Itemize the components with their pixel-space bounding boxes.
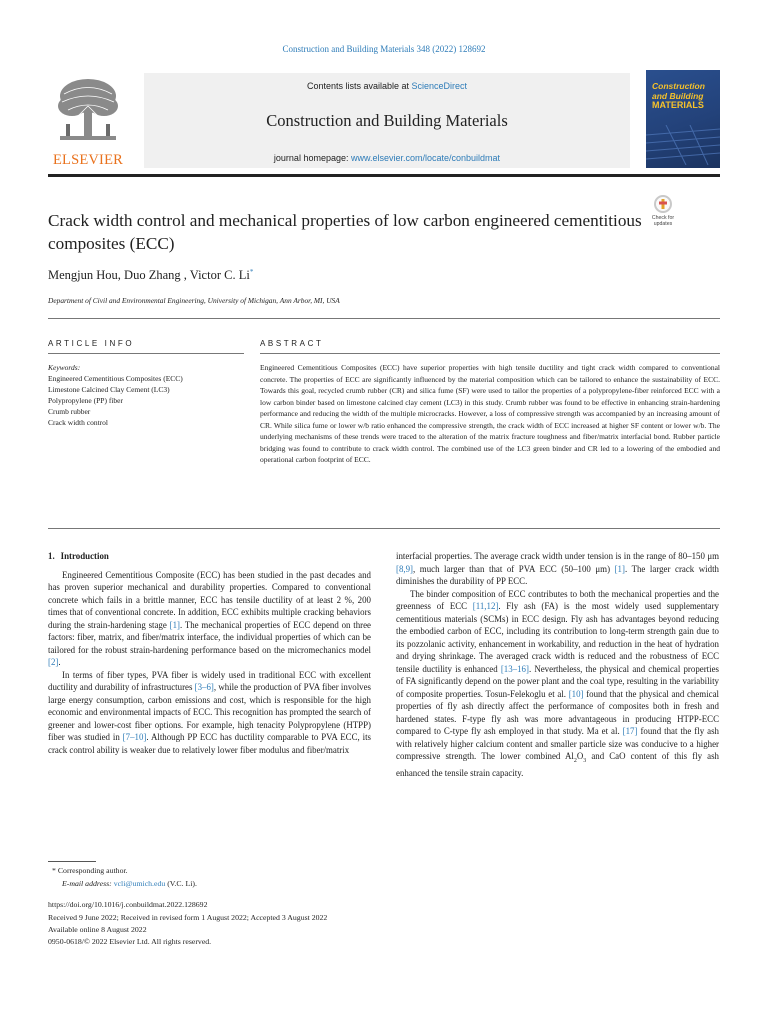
- body-paragraph: [396, 588, 719, 780]
- text-run: and CaO content of this fly ash enhanced the tensile strain capacity.: [396, 751, 719, 779]
- keyword-item: Crack width control: [48, 418, 108, 427]
- body-column-left: [48, 550, 371, 756]
- text-run: O: [576, 751, 584, 761]
- copyright-line: 0950-0618/© 2022 Elsevier Ltd. All rights reserved.: [48, 937, 212, 946]
- text-run: The binder composition of ECC contributes to both the mechanical properties and the greenness of ECC: [396, 588, 719, 611]
- text-run: found that the fly ash with relatively higher calcium content and smaller particle size was conducive to a higher compressive strength. The lower combined Al: [396, 726, 719, 761]
- citation-link[interactable]: [2]: [48, 657, 59, 667]
- journal-banner: [144, 73, 630, 168]
- journal-reference-link[interactable]: Construction and Building Materials 348 (2022) 128692: [282, 44, 486, 54]
- journal-header: [48, 70, 720, 172]
- text-run: found that the physical and chemical properties of fly ash directly affect the performance of composites both in fresh and hardened states. F-type fly ash was more advantageous in producing HTPP-ECC compared to C-type fly ash employed in that study. Ma et al.: [396, 688, 720, 736]
- author-separator: ,: [180, 268, 190, 283]
- abstract-rule: [260, 353, 720, 354]
- author-affiliation: Department of Civil and Environmental Engineering, University of Michigan, Ann Arbor, MI, USA: [48, 296, 340, 305]
- journal-homepage-line: [144, 153, 630, 163]
- elsevier-logo[interactable]: [48, 74, 128, 168]
- text-run: In terms of fiber types, PVA fiber is widely used in traditional ECC with excellent ductility and durability of infrastructures: [48, 669, 371, 692]
- footnote-rule: [48, 861, 96, 862]
- crossmark-icon: [654, 195, 672, 213]
- citation-link[interactable]: [1]: [614, 563, 625, 574]
- body-paragraph: [396, 550, 719, 588]
- title-rule: [48, 318, 720, 319]
- subscript: 3: [583, 757, 587, 764]
- citation-link[interactable]: [3–6]: [194, 682, 214, 692]
- citation-link[interactable]: [11,12]: [472, 601, 499, 611]
- cover-line-1: Construction: [652, 81, 705, 91]
- text-run: . The mechanical properties of ECC depend on three factors: fiber, matrix, and fiber/matrix interface, the individual properties of which can be tailored for the robust strain-hardening performance based on the micromechanics model: [48, 619, 371, 655]
- crossmark-label: [648, 215, 678, 227]
- cover-graphic: [646, 125, 720, 165]
- keyword-item: Polypropylene (PP) fiber: [48, 396, 123, 405]
- article-info-rule: [48, 353, 244, 354]
- journal-cover-thumbnail[interactable]: [646, 70, 720, 168]
- text-run: . The larger crack width diminishes the durability of PP ECC.: [396, 563, 719, 586]
- text-run: . Fly ash (FA) is the most widely used supplementary cementitious materials (SCMs) in ECC design. Fly ash has advantages beyond reducing the embodied carbon of ECC, including its contribution to long-term strength gain due to its pozzolanic activity, enhancement in workability, and reduction in the heat of hydration and drying shrinkage. The averaged crack width is reduced and the robustness of ECC tensile ductility is enhanced: [396, 601, 719, 674]
- citation-link[interactable]: [8,9]: [396, 563, 414, 574]
- article-info-heading: ARTICLE INFO: [48, 339, 135, 348]
- citation-link[interactable]: [7–10]: [122, 732, 147, 742]
- citation-link[interactable]: [1]: [169, 619, 180, 630]
- doi-link[interactable]: https://doi.org/10.1016/j.conbuildmat.2022.128692: [48, 900, 208, 909]
- body-paragraph: [48, 669, 371, 757]
- author-name[interactable]: Duo Zhang: [124, 268, 181, 283]
- online-date: Available online 8 August 2022: [48, 925, 147, 934]
- elsevier-wordmark: ELSEVIER: [52, 152, 124, 168]
- keyword-item: Limestone Calcined Clay Cement (LC3): [48, 385, 170, 394]
- subscript: 2: [573, 757, 577, 764]
- author-separator: ,: [117, 268, 125, 283]
- abstract-heading: ABSTRACT: [260, 339, 324, 348]
- email-label: E-mail address:: [62, 879, 114, 888]
- homepage-prefix: journal homepage:: [273, 153, 351, 163]
- email-suffix: (V.C. Li).: [165, 879, 197, 888]
- text-run: , while the production of PVA fiber involves large energy consumption, carbon emissions and cost, which is responsible for the high economic and environmental impacts of ECC. This recognition has prompted the search of greener and lower-cost fiber options. For example, high tenacity Polypropylene (HTPP) fiber was studied in: [48, 682, 371, 742]
- email-link[interactable]: vcli@umich.edu: [113, 879, 166, 888]
- text-run: .: [58, 657, 61, 667]
- section-number: 1.: [48, 551, 55, 561]
- text-run: . Nevertheless, the physical and chemical properties of FA significantly depend on the power plant and the coal type, resulting in the variability of composite properties. Tosun-Felekoglu et al.: [396, 663, 719, 699]
- keyword-item: Engineered Cementitious Composites (ECC): [48, 374, 183, 383]
- sciencedirect-link[interactable]: ScienceDirect: [411, 81, 468, 91]
- section-title: Introduction: [60, 551, 109, 561]
- contents-prefix: Contents lists available at: [306, 81, 412, 91]
- text-run: Engineered Cementitious Composite (ECC) has been studied in the past decades and has proven superior mechanical and durability properties. Compared to conventional concrete which fails in a brittle manner, ECC has tensile ductility of at least 2 %, 200 times that of conventional concrete. In addition, ECC exhibits multiple cracking behaviors during the strain-hardening stage: [48, 569, 371, 630]
- body-column-right: [396, 550, 719, 780]
- header-rule: [48, 174, 720, 177]
- citation-link[interactable]: [13–16]: [500, 663, 529, 674]
- keywords-label: Keywords:: [48, 363, 81, 372]
- crossmark-label-1: Check for: [651, 215, 675, 221]
- check-for-updates-badge[interactable]: [648, 195, 678, 231]
- text-run: . Although PP ECC has ductility comparable to PVA ECC, its crack control ability is weaker due to relatively lower fiber modulus and fiber/matrix: [48, 732, 371, 755]
- author-list: [48, 268, 253, 283]
- cover-line-2: and Building: [652, 90, 704, 101]
- section-heading: [48, 550, 371, 563]
- author-name[interactable]: Victor C. Li: [189, 268, 250, 283]
- elsevier-tree-icon: [54, 76, 122, 146]
- citation-link[interactable]: [10]: [568, 688, 584, 699]
- received-dates: Received 9 June 2022; Received in revised form 1 August 2022; Accepted 3 August 2022: [48, 913, 328, 922]
- email-note: [62, 879, 197, 888]
- contents-line: [144, 81, 630, 91]
- keyword-item: Crumb rubber: [48, 407, 91, 416]
- cover-line-3: MATERIALS: [652, 100, 704, 110]
- body-paragraph: [48, 569, 371, 669]
- corresponding-author-mark[interactable]: *: [249, 268, 254, 276]
- journal-homepage-link[interactable]: www.elsevier.com/locate/conbuildmat: [350, 153, 501, 163]
- article-title: Crack width control and mechanical properties of low carbon engineered cementitious composites (ECC): [48, 211, 642, 253]
- journal-title: Construction and Building Materials: [266, 111, 508, 130]
- author-name[interactable]: Mengjun Hou: [48, 268, 118, 283]
- corresponding-author-note: * Corresponding author.: [52, 866, 128, 875]
- cover-title: [652, 82, 718, 111]
- text-run: interfacial properties. The average crack width under tension is in the range of 80–150 μm: [396, 551, 719, 561]
- crossmark-label-2: updates: [653, 221, 673, 227]
- text-run: , much larger than that of PVA ECC (50–100 μm): [413, 563, 615, 574]
- abstract-text: Engineered Cementitious Composites (ECC) have superior properties with high tensile ductility and tight crack width compared to conventional concrete. The properties of ECC are significantly influenced by the material composition which can be tailored to enhance the sustainability of ECC. Towards this goal, recycled crumb rubber (CR) and silica fume (SF) were used to tailor the properties of a polypropylene-fiber reinforced ECC with a low carbon binder based on limestone calcined clay cement (LC3) in this study. Crumb rubber was found to be effective in enhancing strain-hardening performance and reducing the width of the multiple microcracks. However, a loss of compressive strength was accompanied by an increasing amount of CR. While silica fume or lower w/b ratio enhanced the compressive strength, the crack width of ECC increased at higher SF content or lower w/b. The underlying mechanisms of these trends were traced to the alteration of the matrix fracture toughness and fiber/matrix interfacial bond. Rubber particle bridging was found to contribute to crack width control. The combined use of the LC3 green binder and CR led to a lowering of the embodied and operational carbon footprint of ECC.: [260, 363, 720, 464]
- abstract-bottom-rule: [48, 528, 720, 529]
- citation-link[interactable]: [17]: [622, 726, 638, 736]
